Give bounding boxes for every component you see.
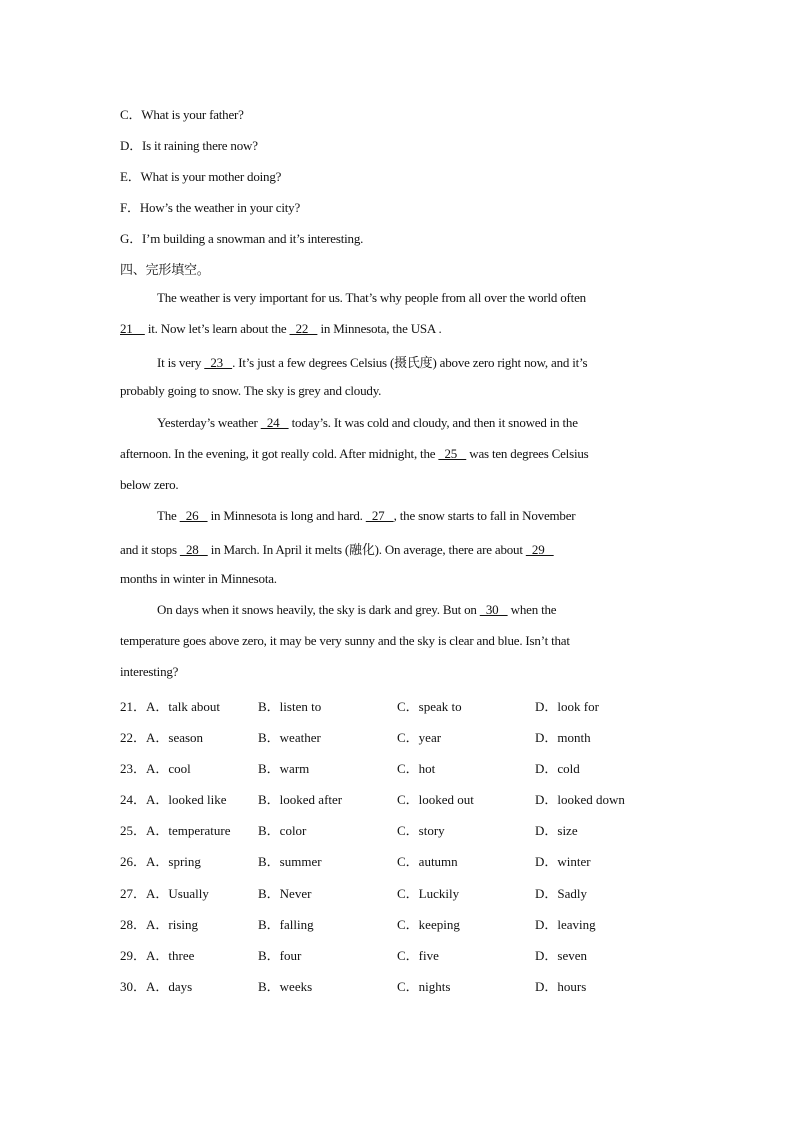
option-d: D．month bbox=[535, 730, 591, 745]
option-a: 30．A．days bbox=[120, 979, 193, 994]
question-row bbox=[120, 976, 680, 994]
option-c: C．year bbox=[397, 730, 442, 745]
option-b: B．falling bbox=[258, 917, 314, 932]
option-a: 26．A．spring bbox=[120, 854, 201, 869]
blank-24: 24 bbox=[260, 415, 289, 430]
passage-line: The 26 in Minnesota is long and hard. 27 , the snow starts to fall in November bbox=[157, 508, 576, 523]
passage-line: On days when it snows heavily, the sky is dark and grey. But on 30 when the bbox=[157, 602, 557, 617]
passage-line: It is very 23 . It’s just a few degrees Celsius (摄氏度) above zero right now, and it’s bbox=[157, 355, 588, 370]
question-row bbox=[120, 696, 680, 714]
option-d: D．leaving bbox=[535, 917, 596, 932]
blank-30: 30 bbox=[479, 602, 508, 617]
option-d: D．size bbox=[535, 823, 578, 838]
passage-line: afternoon. In the evening, it got really cold. After midnight, the 25 was ten degrees Celsius bbox=[120, 446, 589, 461]
question-row bbox=[120, 945, 680, 963]
blank-25: 25 bbox=[438, 446, 467, 461]
dialogue-option-f: F．How’s the weather in your city? bbox=[120, 200, 301, 215]
dialogue-option-d: D．Is it raining there now? bbox=[120, 138, 258, 153]
option-c: C．five bbox=[397, 948, 439, 963]
option-b: B．weather bbox=[258, 730, 321, 745]
passage-line: probably going to snow. The sky is grey and cloudy. bbox=[120, 383, 382, 398]
option-b: B．color bbox=[258, 823, 307, 838]
question-row bbox=[120, 914, 680, 932]
option-a: 27．A．Usually bbox=[120, 886, 209, 901]
dialogue-option-c: C．What is your father? bbox=[120, 107, 244, 122]
option-d: D．looked down bbox=[535, 792, 625, 807]
option-b: B．listen to bbox=[258, 699, 322, 714]
option-c: C．autumn bbox=[397, 854, 458, 869]
question-row bbox=[120, 727, 680, 745]
question-row bbox=[120, 883, 680, 901]
dialogue-option-g: G．I’m building a snowman and it’s interesting. bbox=[120, 231, 364, 246]
passage-line: and it stops 28 in March. In April it melts (融化). On average, there are about 29 bbox=[120, 542, 554, 557]
blank-26: 26 bbox=[179, 508, 208, 523]
passage-line: Yesterday’s weather 24 today’s. It was cold and cloudy, and then it snowed in the bbox=[157, 415, 578, 430]
passage-line: months in winter in Minnesota. bbox=[120, 571, 277, 586]
option-a: 22．A．season bbox=[120, 730, 204, 745]
option-a: 28．A．rising bbox=[120, 917, 199, 932]
option-c: C．keeping bbox=[397, 917, 460, 932]
option-b: B．four bbox=[258, 948, 302, 963]
option-a: 21．A．talk about bbox=[120, 699, 221, 714]
option-c: C．speak to bbox=[397, 699, 462, 714]
option-c: C．looked out bbox=[397, 792, 474, 807]
option-c: C．nights bbox=[397, 979, 451, 994]
option-a: 25．A．temperature bbox=[120, 823, 231, 838]
blank-22: 22 bbox=[289, 321, 318, 336]
question-row bbox=[120, 851, 680, 869]
blank-21: 21 bbox=[120, 321, 145, 336]
option-c: C．hot bbox=[397, 761, 436, 776]
option-a: 29．A．three bbox=[120, 948, 195, 963]
option-d: D．seven bbox=[535, 948, 587, 963]
section-heading: 四、完形填空。 bbox=[120, 263, 210, 278]
option-d: D．winter bbox=[535, 854, 591, 869]
option-b: B．looked after bbox=[258, 792, 343, 807]
question-row bbox=[120, 758, 680, 776]
option-b: B．Never bbox=[258, 886, 312, 901]
passage-line: below zero. bbox=[120, 477, 179, 492]
passage-line: 21 it. Now let’s learn about the 22 in Minnesota, the USA . bbox=[120, 321, 442, 336]
option-d: D．look for bbox=[535, 699, 599, 714]
option-c: C．Luckily bbox=[397, 886, 460, 901]
passage-line: temperature goes above zero, it may be very sunny and the sky is clear and blue. Isn’t that bbox=[120, 633, 570, 648]
dialogue-option-e: E．What is your mother doing? bbox=[120, 169, 282, 184]
option-a: 23．A．cool bbox=[120, 761, 191, 776]
passage-line: The weather is very important for us. That’s why people from all over the world often bbox=[157, 290, 586, 305]
blank-23: 23 bbox=[204, 355, 233, 370]
option-d: D．cold bbox=[535, 761, 580, 776]
blank-28: 28 bbox=[179, 542, 208, 557]
option-d: D．hours bbox=[535, 979, 587, 994]
blank-29: 29 bbox=[525, 542, 554, 557]
option-a: 24．A．looked like bbox=[120, 792, 227, 807]
option-b: B．warm bbox=[258, 761, 310, 776]
option-c: C．story bbox=[397, 823, 445, 838]
passage-line: interesting? bbox=[120, 664, 179, 679]
question-row bbox=[120, 789, 680, 807]
blank-27: 27 bbox=[365, 508, 394, 523]
option-d: D．Sadly bbox=[535, 886, 588, 901]
question-row bbox=[120, 820, 680, 838]
option-b: B．summer bbox=[258, 854, 322, 869]
option-b: B．weeks bbox=[258, 979, 313, 994]
